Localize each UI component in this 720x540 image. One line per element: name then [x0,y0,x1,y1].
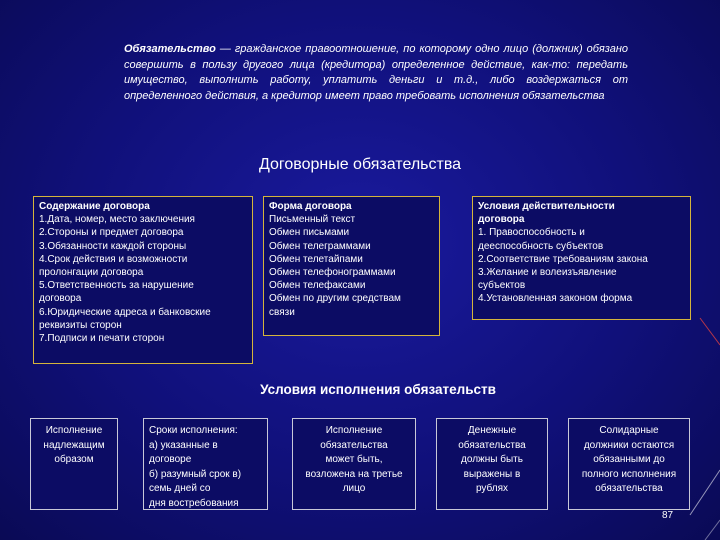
condition-line: выражены в [463,468,521,480]
list-item: реквизиты сторон [39,319,122,331]
condition-line: лицо [342,483,366,494]
condition-line: возложена на третье [305,468,403,480]
condition-box-monetary [436,418,548,510]
condition-line: договоре [149,454,192,465]
condition-line: Сроки исполнения: [149,425,238,436]
list-item: 3.Обязанности каждой стороны [39,240,187,252]
box-title: Содержание договора [39,201,150,212]
condition-line: должны быть [461,454,523,465]
condition-line: семь дней со [149,483,211,494]
list-item: Обмен телеграммами [269,240,371,252]
condition-line: образом [54,454,94,465]
condition-line: Исполнение [325,425,383,436]
condition-line: дня востребования [149,497,239,509]
list-item: 6.Юридические адреса и банковские [39,306,211,318]
condition-line: Солидарные [599,425,659,436]
list-item: 4.Срок действия и возможности [39,253,188,265]
list-item: 1. Правоспособность и [478,227,585,239]
contract-contents-box [33,196,253,364]
page-number: 87 [662,510,674,521]
condition-line: Исполнение [45,425,103,436]
definition-paragraph [124,42,628,104]
condition-box-terms [143,418,268,510]
list-item: 1.Дата, номер, место заключения [39,214,195,226]
condition-line: обязательства [595,483,663,494]
condition-line: Денежные [467,425,517,436]
box-title: Условия действительности [478,201,615,212]
list-item: 7.Подписи и печати сторон [39,333,165,345]
list-item: 2.Стороны и предмет договора [39,227,184,239]
condition-line: надлежащим [43,439,105,451]
list-item: связи [269,306,295,318]
list-item: 5.Ответственность за нарушение [39,280,194,292]
validity-conditions-box [472,196,691,320]
list-item: пролонгации договора [39,267,144,279]
list-item: 3.Желание и волеизъявление [478,267,617,279]
list-item: Обмен телефонограммами [269,267,396,279]
section-title: Договорные обязательства [258,156,462,173]
condition-box-joint-debtors [568,418,690,510]
box-title: договора [478,214,525,226]
definition-text: — гражданское правоотношение, по которому одно лицо (должник) обязано совершить в пользу другого лица (кредитора) определенное действие, как-то: передать имущество, выполнить работу, уплатить деньги и т.д., либо воздержаться от определенного действия, а кредитор имеет право требовать исполнения обязательства [124,43,628,102]
box-title: Форма договора [269,201,352,212]
list-item: 2.Соответствие требованиям закона [478,253,648,265]
list-item: субъектов [478,280,526,292]
conditions-title: Условия исполнения обязательств [260,382,496,397]
list-item: Обмен письмами [269,227,350,239]
list-item: договора [39,293,82,305]
definition-term: Обязательство [124,43,216,55]
condition-line: обязательства [320,439,388,451]
condition-line: обязательства [458,439,526,451]
condition-line: может быть, [325,454,383,465]
condition-line: полного исполнения [581,468,677,480]
condition-line: б) разумный срок в) [149,468,242,480]
list-item: Обмен телетайпами [269,253,363,265]
list-item: дееспособность субъектов [478,240,604,252]
condition-line: должники остаются [583,439,675,451]
condition-box-proper [30,418,118,510]
list-item: Обмен по другим средствам [269,293,401,305]
list-item: 4.Установленная законом форма [478,293,633,305]
list-item: Обмен телефаксами [269,280,366,292]
list-item: Письменный текст [269,214,356,226]
condition-line: а) указанные в [149,439,218,451]
contract-form-box [263,196,440,336]
condition-box-third-party [292,418,416,510]
condition-line: обязанными до [593,454,665,465]
condition-line: рублях [475,483,509,494]
